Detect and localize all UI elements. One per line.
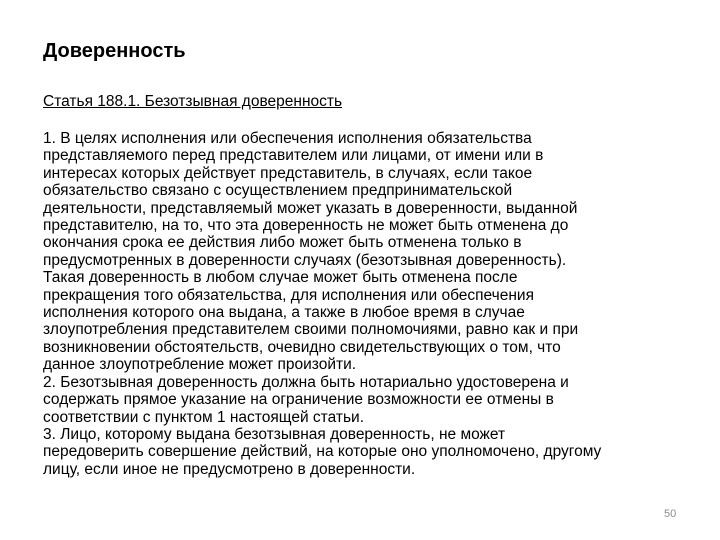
body-line: прекращения того обязательства, для исполнения или обеспечения <box>43 286 534 304</box>
body-line: представителю, на то, что эта доверенность не может быть отменена до <box>43 217 569 235</box>
body-line: обязательство связано с осуществлением предпринимательской <box>43 182 513 200</box>
body-line: передоверить совершение действий, на которые оно уполномочено, другому <box>43 443 602 461</box>
body-line: деятельности, представляемый может указать в доверенности, выданной <box>43 199 578 217</box>
body-line: злоупотребления представителем своими полномочиями, равно как и при <box>43 321 579 339</box>
article-heading: Статья 188.1. Безотзывная доверенность <box>43 93 343 110</box>
body-line: возникновении обстоятельств, очевидно свидетельствующих о том, что <box>43 338 561 356</box>
body-line: содержать прямое указание на ограничение возможности ее отмены в <box>43 391 554 409</box>
body-line: лицу, если иное не предусмотрено в доверенности. <box>43 460 416 478</box>
body-line: исполнения которого она выдана, а также в любое время в случае <box>43 304 525 322</box>
body-line: Такая доверенность в любом случае может быть отменена после <box>43 269 518 287</box>
body-line: предусмотренных в доверенности случаях (безотзывная доверенность). <box>43 251 567 269</box>
body-line: окончания срока ее действия либо может быть отменена только в <box>43 234 522 252</box>
article-body <box>43 130 713 478</box>
slide-title: Доверенность <box>43 40 186 62</box>
body-line: 1. В целях исполнения или обеспечения исполнения обязательства <box>43 130 532 147</box>
body-line: соответствии с пунктом 1 настоящей статьи. <box>43 408 364 426</box>
page-number: 50 <box>664 508 677 520</box>
body-line: интересах которых действует представитель, в случаях, если такое <box>43 164 533 182</box>
body-line: 2. Безотзывная доверенность должна быть нотариально удостоверена и <box>43 373 569 391</box>
body-line: данное злоупотребление может произойти. <box>43 356 357 374</box>
body-line: представляемого перед представителем или лицами, от имени или в <box>43 147 544 165</box>
body-line: 3. Лицо, которому выдана безотзывная доверенность, не может <box>43 425 506 443</box>
